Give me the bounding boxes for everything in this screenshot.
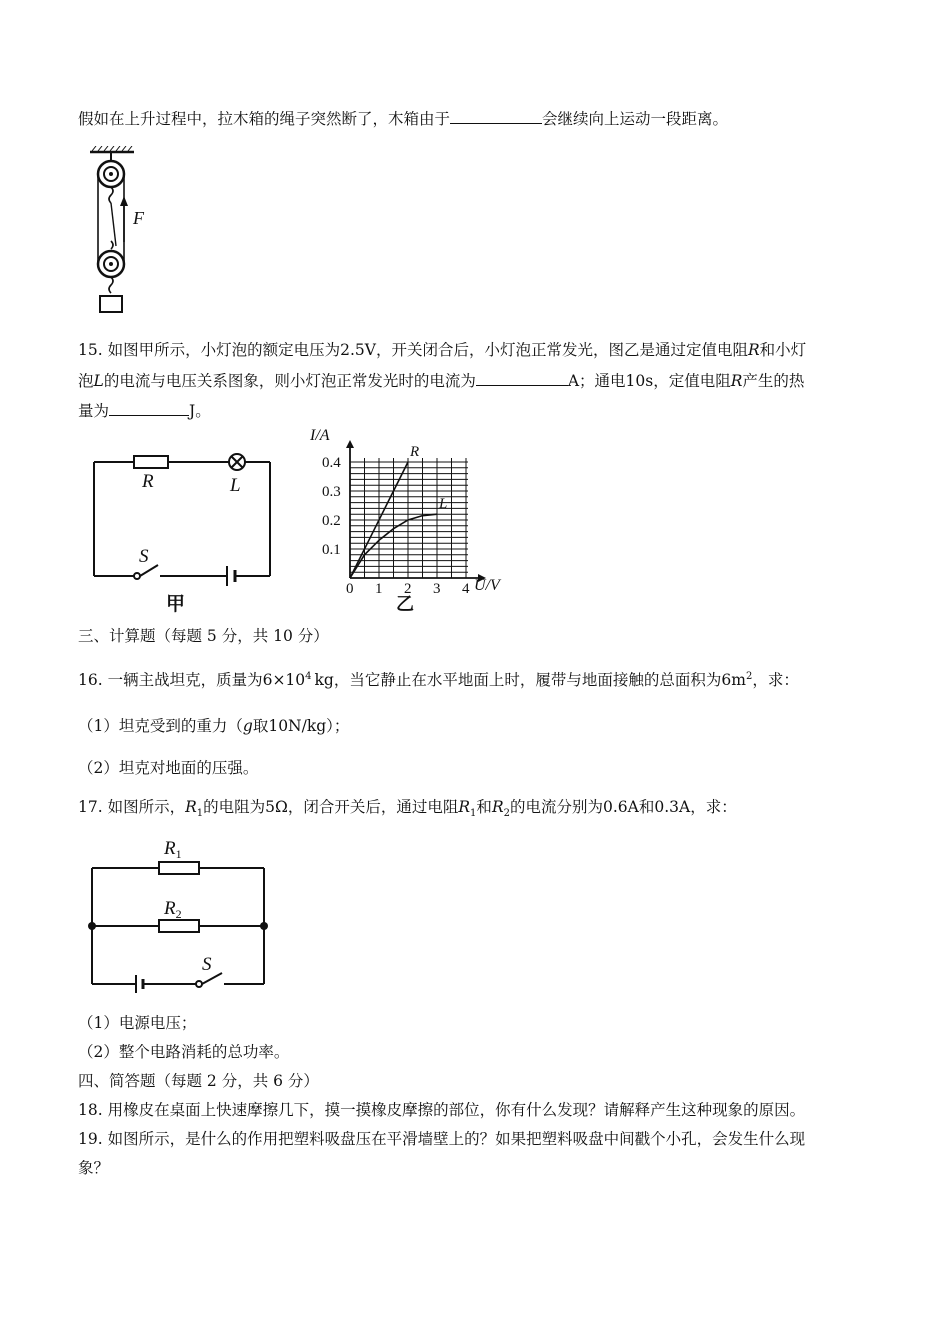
y-axis-label: I/A xyxy=(310,428,330,444)
answer-blank-heat[interactable] xyxy=(109,400,189,416)
q15-line-1: 15. 如图甲所示，小灯泡的额定电压为2.5V，开关闭合后，小灯泡正常发光，图乙是通过定值电阻R和小灯 xyxy=(78,341,807,359)
parallel-circuit-figure xyxy=(84,828,274,1000)
series-label-r: R xyxy=(410,444,420,460)
q19-text-line-1: 19. 如图所示，是什么的作用把塑料吸盘压在平滑墙壁上的？如果把塑料吸盘中间戳个小孔，会发生什么现 xyxy=(78,1130,806,1148)
q18-text: 18. 用橡皮在桌面上快速摩擦几下，摸一摸橡皮摩擦的部位，你有什么发现？请解释产生这种现象的原因。 xyxy=(78,1101,806,1119)
force-label: F xyxy=(133,208,144,228)
r2-label: $R_2$ xyxy=(164,898,182,921)
q15-line-3: 量为 J。 xyxy=(78,402,211,420)
q17-line: 17. 如图所示，$R_1$的电阻为5Ω，闭合开关后，通过电阻$R_1$和$R_2$的电流分别为0.6A和0.3A，求： xyxy=(78,798,737,820)
q14-text-b: 会继续向上运动一段距离。 xyxy=(542,110,729,128)
y-tick-label: 0.4 xyxy=(322,455,341,471)
section-3-heading: 三、计算题（每题 5 分，共 10 分） xyxy=(78,627,329,645)
q14-text-a: 假如在上升过程中，拉木箱的绳子突然断了，木箱由于 xyxy=(78,110,451,128)
x-tick-label: 1 xyxy=(375,581,383,597)
q19-text-line-2: 象？ xyxy=(78,1159,110,1177)
circuit-figure-jia xyxy=(84,440,284,620)
wooden-box xyxy=(100,296,122,312)
answer-blank-current[interactable] xyxy=(476,370,568,386)
switch-label-s: S xyxy=(139,546,149,567)
y-tick-label: 0.3 xyxy=(322,484,341,500)
lamp-label-l: L xyxy=(230,475,241,496)
resistor-label-r: R xyxy=(142,471,154,492)
q17-part-2: （2）整个电路消耗的总功率。 xyxy=(78,1043,290,1061)
series-label-l: L xyxy=(439,496,448,513)
x-tick-label: 2 xyxy=(404,581,412,597)
q14-tail xyxy=(78,108,728,130)
section-4-heading: 四、简答题（每题 2 分，共 6 分） xyxy=(78,1072,319,1090)
y-tick-label: 0.2 xyxy=(322,513,341,529)
q16-part-1: （1）坦克受到的重力（g取10N/kg）； xyxy=(78,717,350,735)
y-axis-arrow xyxy=(346,440,354,448)
pulley-figure xyxy=(84,146,164,318)
x-tick-label: 3 xyxy=(433,581,441,597)
q17-part-1: （1）电源电压； xyxy=(78,1014,197,1032)
q16-line: 16. 一辆主战坦克，质量为$6\times 10^4$ kg，当它静止在水平地面上时，履带与地面接触的总面积为$6m^2$，求： xyxy=(78,671,799,690)
x-axis-label: U/V xyxy=(474,577,500,594)
chart-grid xyxy=(350,458,468,578)
switch-label-s: S xyxy=(202,954,212,975)
y-tick-label: 0.1 xyxy=(322,542,341,558)
answer-blank-q14[interactable] xyxy=(450,108,542,124)
iu-chart xyxy=(306,428,526,618)
caption-yi: 乙 xyxy=(396,594,414,614)
r1-label: $R_1$ xyxy=(164,838,182,861)
q15-line-2: 泡L的电流与电压关系图象，则小灯泡正常发光时的电流为 A；通电10s，定值电阻R产生的热 xyxy=(78,372,805,390)
x-tick-label: 0 xyxy=(346,581,354,597)
caption-jia: 甲 xyxy=(166,594,186,615)
x-tick-label: 4 xyxy=(462,581,470,597)
q16-part-2: （2）坦克对地面的压强。 xyxy=(78,759,259,777)
